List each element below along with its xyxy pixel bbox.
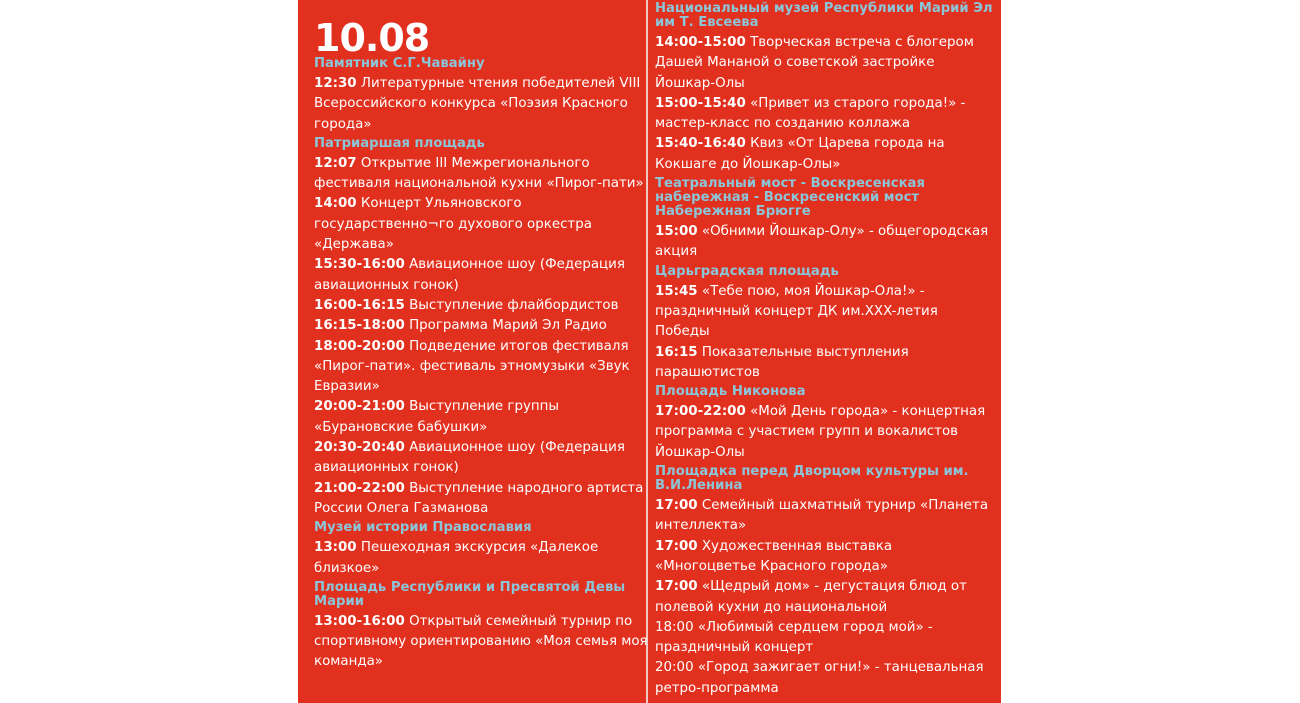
schedule-event: [655, 222, 995, 263]
event-time: 14:00-15:00: [655, 35, 746, 50]
schedule-event: [655, 402, 995, 463]
event-description: Семейный шахматный турнир «Планета интеллекта»: [655, 498, 989, 534]
venue-heading: Памятник С.Г.Чавайну: [314, 56, 485, 71]
schedule-poster: [298, 0, 1001, 703]
date-heading: 10.08: [314, 16, 430, 60]
event-description: Творческая встреча с блогером Дашей Мананой о советской застройке Йошкар-Олы: [655, 35, 974, 91]
event-description: «Щедрый дом» - дегустация блюд от полевой кухни до национальной: [655, 579, 967, 615]
schedule-event: [314, 316, 648, 336]
event-description: Авиационное шоу (Федерация авиационных гонок): [314, 257, 625, 293]
venue-heading: Царьградская площадь: [655, 263, 839, 279]
event-time: 21:00-22:00: [314, 480, 405, 496]
schedule-event: [314, 438, 648, 479]
event-time: 17:00: [655, 538, 698, 554]
venue-heading: Театральный мост - Воскресенская набережная - Воскресенский мост Набережная Брюгге: [655, 176, 925, 220]
schedule-event: [655, 537, 995, 578]
event-description: Открытый семейный турнир по спортивному ориентированию «Моя семья моя команда»: [314, 613, 648, 670]
event-time: 15:00-15:40: [655, 95, 746, 111]
event-time: 15:40-16:40: [655, 136, 746, 152]
event-description: Открытие III Межрегионального фестиваля национальной кухни «Пирог-пати»: [314, 155, 644, 192]
event-description: Показательные выступления парашютистов: [655, 344, 909, 380]
event-description: Подведение итогов фестиваля «Пирог-пати». фестиваль этномузыки «Звук Евразии»: [314, 338, 630, 395]
schedule-event: [655, 618, 995, 659]
schedule-event: [655, 94, 995, 135]
event-description: «Тебе пою, моя Йошкар-Ола!» - праздничный концерт ДК им.XXX-летия Победы: [655, 283, 938, 340]
event-description: Литературные чтения победителей VIII Всероссийского конкурса «Поэзия Красного города»: [314, 76, 641, 132]
event-time: 18:00-20:00: [314, 338, 405, 354]
event-description: Выступление флайбордистов: [404, 297, 619, 313]
event-time: 13:00: [314, 540, 357, 556]
schedule-event: [655, 343, 995, 384]
schedule-event: [655, 577, 995, 618]
event-time: 14:00: [314, 196, 357, 212]
venue-heading: Музей истории Православия: [314, 520, 532, 536]
schedule-event: [655, 658, 995, 699]
event-time: 18:00: [655, 619, 694, 635]
event-time: 16:00-16:15: [314, 297, 405, 313]
venue-heading: Площадь Республики и Пресвятой Девы Марии: [314, 579, 626, 609]
event-description: «Любимый сердцем город мой» - праздничный концерт: [655, 619, 933, 656]
event-time: 15:45: [655, 283, 698, 299]
venue-heading: Площадка перед Дворцом культуры им. В.И.Ленина: [655, 464, 969, 494]
event-time: 16:15: [655, 344, 698, 360]
schedule-event: [314, 397, 648, 438]
venue-heading: Национальный музей Республики Марий Эл им Т. Евсеева: [655, 1, 993, 30]
schedule-event: [314, 74, 648, 135]
right-schedule-list: [655, 2, 995, 699]
event-time: 17:00: [655, 498, 698, 514]
venue-heading: Площадь Никонова: [655, 384, 806, 400]
event-time: 15:00: [655, 224, 698, 240]
event-description: Программа Марий Эл Радио: [404, 318, 607, 334]
left-column: [314, 0, 648, 673]
right-column: [655, 0, 995, 699]
venue-heading: Патриаршая площадь: [314, 135, 485, 151]
schedule-event: [655, 282, 995, 343]
schedule-event: [314, 194, 648, 255]
schedule-event: [655, 496, 995, 537]
event-description: Пешеходная экскурсия «Далекое близкое»: [314, 540, 599, 576]
event-description: «Город зажигает огни!» - танцевальная ретро-программа: [655, 660, 984, 696]
event-time: 20:00-21:00: [314, 399, 405, 415]
event-description: Квиз «От Царева города на Кокшаге до Йошкар-Олы»: [655, 136, 945, 172]
event-time: 13:00-16:00: [314, 613, 405, 629]
event-time: 20:30-20:40: [314, 440, 405, 456]
schedule-event: [655, 33, 995, 94]
event-description: Авиационное шоу (Федерация авиационных гонок): [314, 440, 625, 476]
event-time: 15:30-16:00: [314, 257, 405, 273]
schedule-event: [655, 134, 995, 175]
event-description: Художественная выставка «Многоцветье Красного города»: [655, 538, 893, 574]
event-description: Выступление группы «Бурановские бабушки»: [314, 399, 559, 435]
schedule-event: [314, 612, 648, 673]
schedule-event: [314, 337, 648, 398]
event-time: 12:07: [314, 155, 357, 171]
event-description: «Привет из старого города!» - мастер-класс по созданию коллажа: [655, 95, 966, 132]
event-description: «Мой День города» - концертная программа с участием групп и вокалистов Йошкар-Олы: [655, 404, 986, 460]
event-time: 20:00: [655, 660, 694, 676]
left-schedule-list: [314, 57, 648, 673]
event-time: 17:00: [655, 579, 698, 595]
event-time: 16:15-18:00: [314, 318, 405, 334]
schedule-event: [314, 255, 648, 296]
schedule-event: [314, 538, 648, 579]
event-description: Концерт Ульяновского государственно¬го духового оркестра «Держава»: [314, 196, 592, 253]
schedule-event: [314, 154, 648, 195]
event-description: «Обними Йошкар-Олу» - общегородская акция: [655, 224, 989, 260]
schedule-event: [314, 296, 648, 316]
event-time: 17:00-22:00: [655, 404, 746, 420]
event-time: 12:30: [314, 76, 357, 91]
schedule-event: [314, 479, 648, 520]
event-description: Выступление народного артиста России Олега Газманова: [314, 480, 644, 516]
